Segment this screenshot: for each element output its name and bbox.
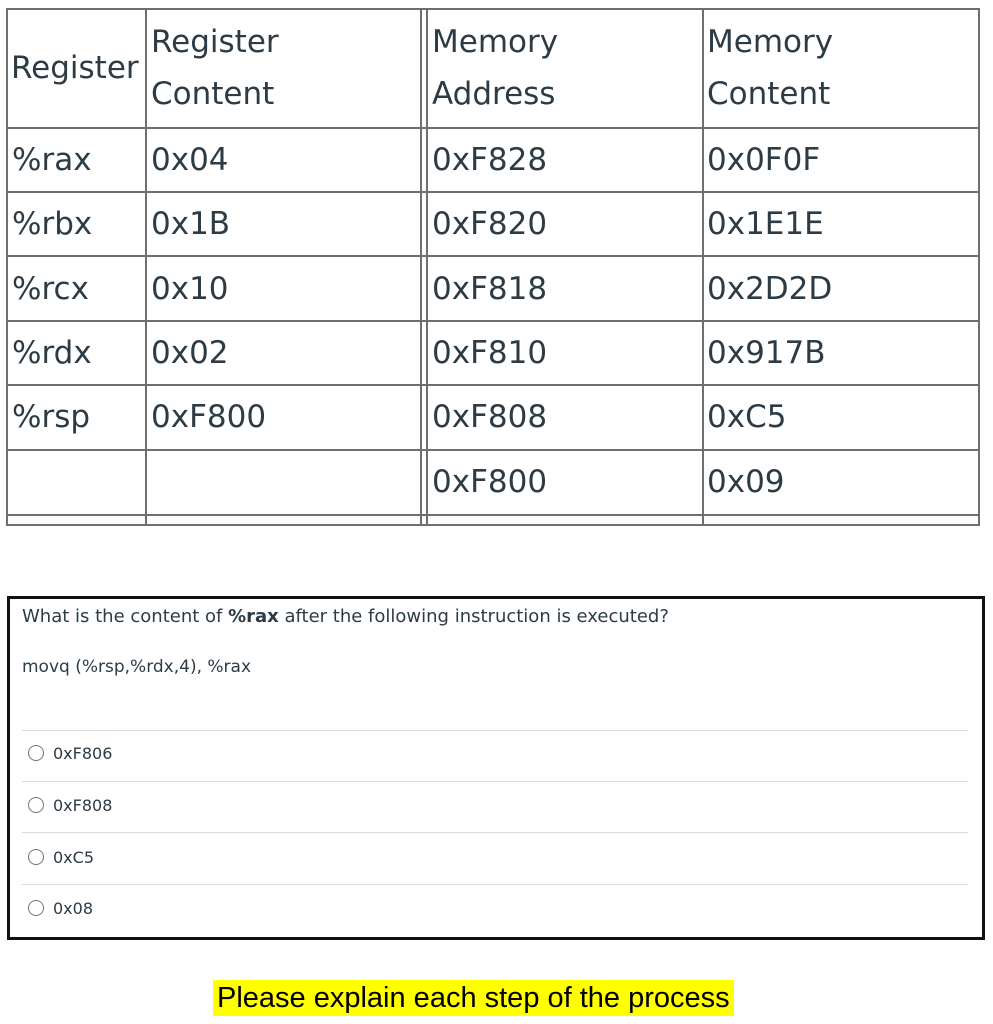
cell-register: %rax bbox=[12, 142, 92, 178]
cell-register: %rsp bbox=[12, 399, 91, 435]
cell-memory-content: 0xC5 bbox=[707, 399, 787, 435]
header-memory-content-line1: Memory bbox=[707, 24, 834, 60]
cell-memory-address: 0xF820 bbox=[432, 206, 548, 242]
cell-register-content: 0x10 bbox=[151, 271, 229, 307]
header-memory-content-line2: Content bbox=[707, 76, 831, 112]
answer-option-label: 0xF808 bbox=[53, 795, 113, 815]
row-divider bbox=[8, 449, 978, 451]
col-divider bbox=[145, 10, 147, 524]
question-register: %rax bbox=[228, 606, 279, 627]
cell-register-content: 0x04 bbox=[151, 142, 229, 178]
option-divider bbox=[22, 781, 968, 782]
row-divider bbox=[8, 191, 978, 193]
cell-register-content: 0x02 bbox=[151, 335, 229, 371]
cell-memory-address: 0xF828 bbox=[432, 142, 548, 178]
cell-memory-content: 0x0F0F bbox=[707, 142, 821, 178]
row-divider bbox=[8, 127, 978, 129]
cell-memory-address: 0xF800 bbox=[432, 464, 548, 500]
cell-register: %rcx bbox=[12, 271, 89, 307]
col-divider bbox=[702, 10, 704, 524]
cell-memory-address: 0xF818 bbox=[432, 271, 548, 307]
answer-option[interactable] bbox=[28, 845, 94, 869]
answer-option[interactable] bbox=[28, 793, 112, 817]
quiz-question-box bbox=[7, 596, 985, 940]
answer-option-label: 0xF806 bbox=[53, 743, 113, 763]
cell-memory-content: 0x917B bbox=[707, 335, 826, 371]
radio-button[interactable] bbox=[28, 797, 44, 813]
question-prefix: What is the content of bbox=[22, 606, 229, 627]
cell-memory-content: 0x1E1E bbox=[707, 206, 824, 242]
row-divider bbox=[8, 320, 978, 322]
cell-memory-content: 0x09 bbox=[707, 464, 785, 500]
header-memory-address-line2: Address bbox=[432, 76, 556, 112]
row-divider bbox=[8, 255, 978, 257]
cell-register-content: 0x1B bbox=[151, 206, 231, 242]
col-divider bbox=[426, 10, 428, 524]
cell-memory-address: 0xF808 bbox=[432, 399, 548, 435]
cell-register-content: 0xF800 bbox=[151, 399, 267, 435]
option-divider bbox=[22, 832, 968, 833]
header-register-content-line1: Register bbox=[151, 24, 279, 60]
register-memory-table bbox=[6, 8, 980, 526]
row-divider bbox=[8, 514, 978, 516]
answer-option[interactable] bbox=[28, 896, 93, 920]
radio-button[interactable] bbox=[28, 849, 44, 865]
question-suffix: after the following instruction is executed? bbox=[278, 606, 669, 627]
radio-button[interactable] bbox=[28, 745, 44, 761]
radio-button[interactable] bbox=[28, 900, 44, 916]
option-divider bbox=[22, 730, 968, 731]
answer-option-label: 0x08 bbox=[53, 898, 94, 918]
answer-option-label: 0xC5 bbox=[53, 847, 94, 867]
header-memory-address-line1: Memory bbox=[432, 24, 559, 60]
cell-register: %rdx bbox=[12, 335, 92, 371]
cell-register: %rbx bbox=[12, 206, 93, 242]
header-register: Register bbox=[11, 50, 139, 86]
question-text bbox=[22, 605, 669, 629]
row-divider bbox=[8, 384, 978, 386]
col-divider bbox=[420, 10, 422, 524]
cell-memory-content: 0x2D2D bbox=[707, 271, 833, 307]
cell-memory-address: 0xF810 bbox=[432, 335, 548, 371]
answer-option[interactable] bbox=[28, 741, 112, 765]
option-divider bbox=[22, 884, 968, 885]
header-register-content-line2: Content bbox=[151, 76, 275, 112]
question-instruction: movq (%rsp,%rdx,4), %rax bbox=[22, 657, 252, 677]
highlighted-note: Please explain each step of the process bbox=[213, 980, 734, 1016]
